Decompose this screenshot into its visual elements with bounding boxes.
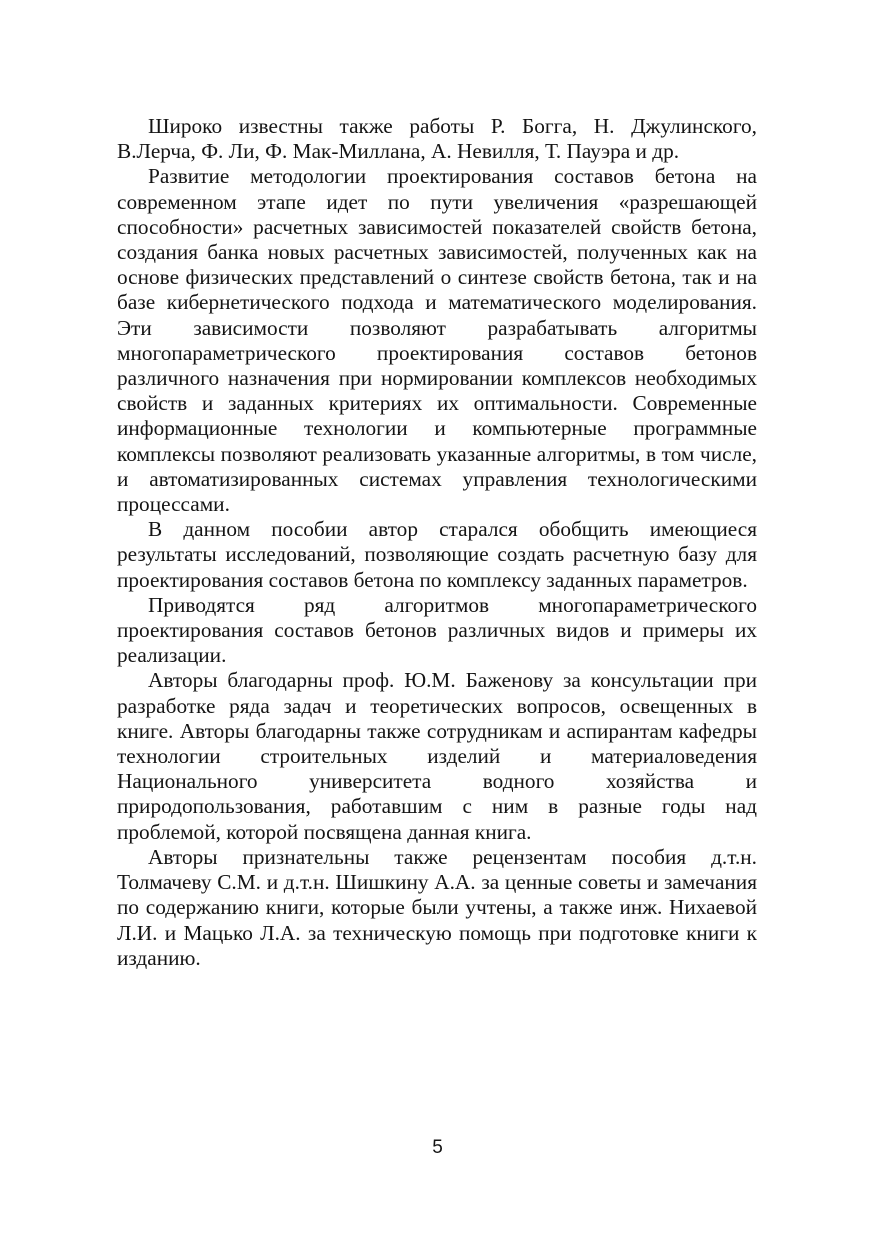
paragraph-manual-summary: В данном пособии автор старался обобщить имеющиеся результаты исследований, позволяющие создать расчетную базу для проектирования составов бетона по комплексу заданных параметров. (117, 517, 757, 592)
page-body (117, 114, 757, 971)
paragraph-acknowledgements: Авторы благодарны проф. Ю.М. Баженову за консультации при разработке ряда задач и теоретических вопросов, освещенных в книге. Авторы благодарны также сотрудникам и аспирантам кафедры технологии строительных изделий и материаловедения Национального университета водного хозяйства и природопользования, работавшим с ним в разные годы над проблемой, которой посвящена данная книга. (117, 668, 757, 844)
paragraph-authors-list: Широко известны также работы Р. Богга, Н. Джулинского, В.Лерча, Ф. Ли, Ф. Мак-Миллана, А. Невилля, Т. Пауэра и др. (117, 114, 757, 164)
paragraph-methodology: Развитие методологии проектирования составов бетона на современном этапе идет по пути увеличения «разрешающей способности» расчетных зависимостей показателей свойств бетона, создания банка новых расчетных зависимостей, полученных как на основе физических представлений о синтезе свойств бетона, так и на базе кибернетического подхода и математического моделирования. Эти зависимости позволяют разрабатывать алгоритмы многопараметрического проектирования составов бетонов различного назначения при нормировании комплексов необходимых свойств и заданных критериях их оптимальности. Современные информационные технологии и компьютерные программные комплексы позволяют реализовать указанные алгоритмы, в том числе, и автоматизированных системах управления технологическими процессами. (117, 164, 757, 517)
page-number: 5 (432, 1137, 443, 1158)
paragraph-reviewers: Авторы признательны также рецензентам пособия д.т.н. Толмачеву С.М. и д.т.н. Шишкину А.А. за ценные советы и замечания по содержанию книги, которые были учтены, а также инж. Нихаевой Л.И. и Мацько Л.А. за техническую помощь при подготовке книги к изданию. (117, 844, 757, 970)
paragraph-algorithms: Приводятся ряд алгоритмов многопараметрического проектирования составов бетонов различных видов и примеры их реализации. (117, 592, 757, 668)
